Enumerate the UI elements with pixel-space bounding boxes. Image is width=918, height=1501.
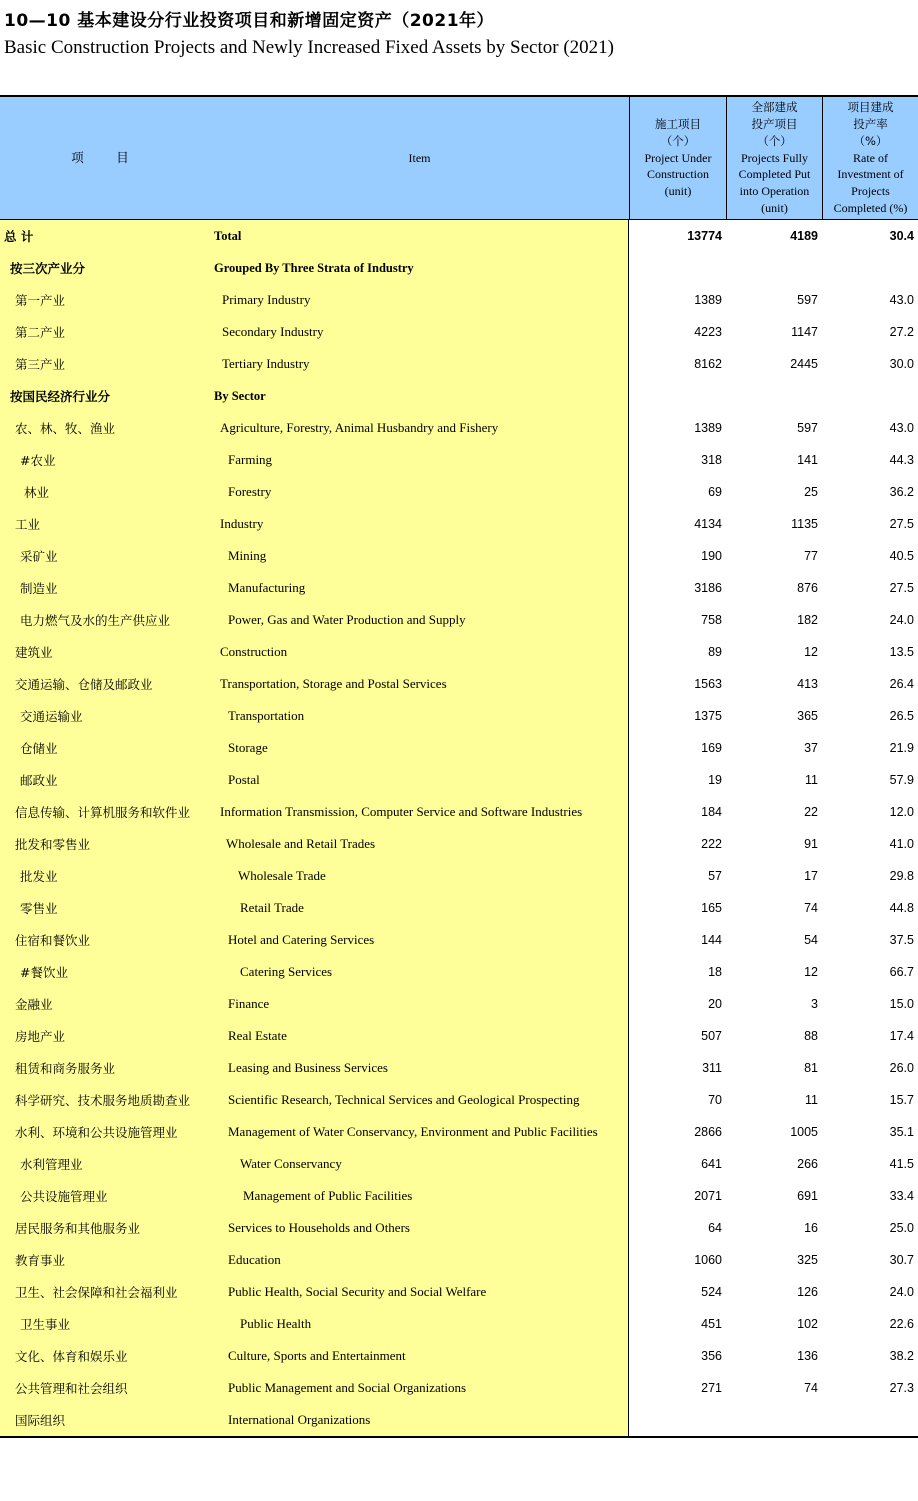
table-row [0,508,918,540]
cell-under-construction: 524 [701,1285,722,1299]
table-row [0,572,918,604]
row-label-en: Retail Trade [210,892,629,924]
row-label-zh: 零售业 [0,892,210,924]
row-label-en: Public Health [210,1308,629,1340]
cell-completion-rate [822,380,918,412]
cell-completion-rate [822,252,918,284]
cell-under-construction: 1375 [694,709,722,723]
cell-fully-completed: 16 [804,1221,818,1235]
cell-under-construction [629,1404,726,1436]
table-row [0,1052,918,1084]
row-label-en: Public Management and Social Organizations [210,1372,629,1404]
cell-completion-rate: 37.5 [889,933,914,947]
cell-fully-completed: 88 [804,1029,818,1043]
cell-under-construction: 641 [701,1157,722,1171]
table-row [0,316,918,348]
row-label-zh: 水利、环境和公共设施管理业 [0,1116,210,1148]
table-row [0,284,918,316]
table-title-en: Basic Construction Projects and Newly Increased Fixed Assets by Sector (2021) [4,37,614,58]
cell-fully-completed: 182 [797,613,818,627]
row-label-zh: 居民服务和其他服务业 [0,1212,210,1244]
table-row [0,476,918,508]
row-label-zh: 工业 [0,508,210,540]
cell-completion-rate: 27.5 [889,517,914,531]
header-completion-rate [822,97,918,219]
row-label-zh: 金融业 [0,988,210,1020]
header-label: （个） [660,133,696,148]
cell-under-construction: 356 [701,1349,722,1363]
cell-fully-completed: 126 [797,1285,818,1299]
row-label-en: Catering Services [210,956,629,988]
row-label-zh: 公共管理和社会组织 [0,1372,210,1404]
table-row [0,764,918,796]
cell-fully-completed: 81 [804,1061,818,1075]
cell-fully-completed: 365 [797,709,818,723]
table-row [0,1084,918,1116]
row-label-zh: 文化、体育和娱乐业 [0,1340,210,1372]
row-label-zh: 卫生事业 [0,1308,210,1340]
cell-completion-rate: 27.5 [889,581,914,595]
cell-fully-completed: 102 [797,1317,818,1331]
table-row [0,1276,918,1308]
row-label-zh: 公共设施管理业 [0,1180,210,1212]
cell-fully-completed: 136 [797,1349,818,1363]
cell-fully-completed: 1135 [791,517,818,531]
header-label: 项目建成 [847,100,894,115]
table-body [0,220,918,1438]
cell-under-construction: 2866 [694,1125,722,1139]
header-label: 全部建成 [751,100,798,115]
row-label-en: Water Conservancy [210,1148,629,1180]
cell-completion-rate: 12.0 [889,805,914,819]
cell-completion-rate: 35.1 [889,1125,914,1139]
header-label: 施工项目 [654,117,701,131]
cell-completion-rate: 30.4 [889,229,914,243]
cell-under-construction: 311 [702,1061,722,1075]
row-label-zh: 第二产业 [0,316,210,348]
cell-completion-rate: 43.0 [889,293,914,307]
header-label: Investment of [837,167,904,182]
row-label-zh: 第三产业 [0,348,210,380]
cell-fully-completed: 597 [797,421,818,435]
cell-under-construction: 4134 [694,517,722,531]
cell-under-construction: 451 [701,1317,722,1331]
row-label-zh: 按国民经济行业分 [0,380,210,412]
row-label-en: Real Estate [210,1020,629,1052]
table-row [0,412,918,444]
row-label-en: Storage [210,732,629,764]
cell-under-construction: 507 [701,1029,722,1043]
cell-under-construction [629,380,726,412]
cell-fully-completed: 12 [804,965,818,979]
row-label-en: Primary Industry [210,284,629,316]
cell-fully-completed: 691 [797,1189,818,1203]
cell-completion-rate: 15.7 [889,1093,914,1107]
cell-under-construction: 4223 [694,325,722,339]
row-label-zh: 交通运输、仓储及邮政业 [0,668,210,700]
cell-completion-rate [822,1404,918,1436]
row-label-en: Transportation [210,700,629,732]
cell-under-construction: 184 [701,805,722,819]
table-row [0,860,918,892]
cell-completion-rate: 17.4 [889,1029,914,1043]
cell-under-construction: 165 [701,901,722,915]
data-table [0,95,918,1438]
header-label: into Operation [739,184,810,199]
table-row [0,700,918,732]
table-row [0,1372,918,1404]
header-item-zh: 项 目 [71,149,139,165]
cell-completion-rate: 15.0 [889,997,914,1011]
cell-fully-completed: 12 [804,645,818,659]
table-row [0,796,918,828]
cell-fully-completed: 11 [805,1093,818,1107]
header-item-en: Item [408,150,431,165]
row-label-en: Education [210,1244,629,1276]
cell-completion-rate: 30.0 [889,357,914,371]
row-label-zh: 水利管理业 [0,1148,210,1180]
cell-under-construction: 222 [701,837,722,851]
cell-fully-completed: 4189 [790,229,818,243]
cell-completion-rate: 43.0 [889,421,914,435]
row-label-zh: 科学研究、技术服务地质勘查业 [0,1084,210,1116]
cell-completion-rate: 66.7 [889,965,914,979]
row-label-en: Scientific Research, Technical Services and Geological Prospecting [210,1084,629,1116]
cell-fully-completed: 37 [804,741,818,755]
row-label-zh: 总 计 [0,220,210,252]
table-row [0,892,918,924]
cell-under-construction: 70 [708,1093,722,1107]
row-label-zh: 制造业 [0,572,210,604]
table-row [0,252,918,284]
cell-fully-completed: 74 [804,1381,818,1395]
table-row [0,828,918,860]
cell-completion-rate: 41.0 [889,837,914,851]
cell-completion-rate: 40.5 [889,549,914,563]
row-label-en: International Organizations [210,1404,629,1436]
header-label: Construction [646,167,709,182]
cell-completion-rate: 29.8 [889,869,914,883]
table-row [0,1404,918,1436]
header-under-construction [629,97,726,219]
table-row [0,668,918,700]
cell-under-construction: 144 [701,933,722,947]
table-row [0,1308,918,1340]
row-label-zh: 林业 [0,476,210,508]
cell-completion-rate: 26.4 [889,677,914,691]
cell-completion-rate: 27.2 [889,325,914,339]
row-label-zh: 采矿业 [0,540,210,572]
cell-under-construction: 89 [708,645,722,659]
cell-completion-rate: 41.5 [889,1157,914,1171]
row-label-zh: 建筑业 [0,636,210,668]
cell-fully-completed: 3 [811,997,818,1011]
row-label-zh: 批发和零售业 [0,828,210,860]
cell-completion-rate: 21.9 [889,741,914,755]
cell-completion-rate: 36.2 [889,485,914,499]
cell-completion-rate: 13.5 [889,645,914,659]
row-label-en: Mining [210,540,629,572]
table-row [0,1340,918,1372]
row-label-zh: 教育事业 [0,1244,210,1276]
row-label-zh: 租赁和商务服务业 [0,1052,210,1084]
row-label-zh: 房地产业 [0,1020,210,1052]
cell-under-construction: 2071 [694,1189,722,1203]
row-label-en: Industry [210,508,629,540]
row-label-en: Farming [210,444,629,476]
cell-completion-rate: 30.7 [889,1253,914,1267]
cell-fully-completed: 77 [804,549,818,563]
cell-under-construction: 758 [701,613,722,627]
cell-fully-completed [726,1404,822,1436]
cell-fully-completed: 876 [797,581,818,595]
row-label-zh: 第一产业 [0,284,210,316]
cell-fully-completed [726,252,822,284]
header-label: Projects [851,184,890,199]
cell-under-construction: 69 [708,485,722,499]
row-label-zh: 批发业 [0,860,210,892]
cell-fully-completed: 25 [804,485,818,499]
cell-fully-completed: 266 [797,1157,818,1171]
row-label-en: Agriculture, Forestry, Animal Husbandry and Fishery [210,412,629,444]
header-label: 投产率 [853,117,888,131]
cell-fully-completed: 141 [797,453,818,467]
cell-fully-completed: 325 [797,1253,818,1267]
cell-completion-rate: 33.4 [889,1189,914,1203]
cell-fully-completed: 1005 [790,1125,818,1139]
row-label-zh: 交通运输业 [0,700,210,732]
row-label-en: Leasing and Business Services [210,1052,629,1084]
row-label-en: Information Transmission, Computer Service and Software Industries [210,796,629,828]
cell-completion-rate: 25.0 [889,1221,914,1235]
cell-completion-rate: 57.9 [889,773,914,787]
cell-completion-rate: 26.5 [889,709,914,723]
header-label: （个） [757,133,792,148]
cell-under-construction: 271 [701,1381,722,1395]
cell-fully-completed: 17 [804,869,818,883]
cell-completion-rate: 44.8 [889,901,914,915]
table-row [0,1020,918,1052]
cell-under-construction: 1389 [694,421,722,435]
row-label-en: Manufacturing [210,572,629,604]
cell-under-construction: 318 [701,453,722,467]
row-label-zh: #餐饮业 [0,956,210,988]
header-label: Project Under [644,150,712,165]
header-label: 投产项目 [751,117,798,131]
cell-under-construction: 1563 [694,677,722,691]
cell-under-construction: 20 [708,997,722,1011]
row-label-en: Total [210,220,629,252]
cell-completion-rate: 44.3 [889,453,914,467]
cell-under-construction: 13774 [687,229,722,243]
row-label-en: Wholesale and Retail Trades [210,828,629,860]
table-row [0,348,918,380]
row-label-en: Hotel and Catering Services [210,924,629,956]
header-label: Completed (%) [833,200,908,215]
cell-fully-completed: 1147 [791,325,818,339]
row-label-zh: 农、林、牧、渔业 [0,412,210,444]
table-row [0,444,918,476]
row-label-zh: 国际组织 [0,1404,210,1436]
cell-under-construction: 1389 [694,293,722,307]
cell-under-construction: 1060 [694,1253,722,1267]
header-label: Completed Put [738,167,811,182]
cell-completion-rate: 26.0 [889,1061,914,1075]
row-label-zh: 信息传输、计算机服务和软件业 [0,796,210,828]
row-label-zh: 卫生、社会保障和社会福利业 [0,1276,210,1308]
row-label-zh: 电力燃气及水的生产供应业 [0,604,210,636]
cell-fully-completed: 91 [804,837,818,851]
cell-completion-rate: 24.0 [889,613,914,627]
cell-fully-completed: 74 [804,901,818,915]
cell-under-construction: 19 [708,773,722,787]
table-row [0,924,918,956]
row-label-zh: 住宿和餐饮业 [0,924,210,956]
row-label-en: Management of Water Conservancy, Environment and Public Facilities [210,1116,629,1148]
row-label-en: Tertiary Industry [210,348,629,380]
row-label-en: Construction [210,636,629,668]
row-label-en: Culture, Sports and Entertainment [210,1340,629,1372]
table-row [0,1116,918,1148]
table-row [0,380,918,412]
table-row [0,956,918,988]
cell-completion-rate: 27.3 [889,1381,914,1395]
header-label: (unit) [664,184,692,199]
table-row [0,1180,918,1212]
cell-fully-completed: 597 [797,293,818,307]
cell-under-construction [629,252,726,284]
table-row [0,732,918,764]
cell-under-construction: 190 [701,549,722,563]
row-label-en: Forestry [210,476,629,508]
cell-fully-completed: 22 [804,805,818,819]
row-label-en: Grouped By Three Strata of Industry [210,252,629,284]
row-label-en: Postal [210,764,629,796]
cell-fully-completed: 2445 [790,357,818,371]
table-row [0,604,918,636]
cell-completion-rate: 22.6 [889,1317,914,1331]
row-label-en: Management of Public Facilities [210,1180,629,1212]
row-label-en: By Sector [210,380,629,412]
header-label: Projects Fully [740,150,808,165]
cell-fully-completed: 54 [804,933,818,947]
row-label-en: Transportation, Storage and Postal Services [210,668,629,700]
cell-fully-completed: 11 [805,773,818,787]
cell-under-construction: 3186 [694,581,722,595]
table-row [0,1148,918,1180]
table-title-zh: 10—10 基本建设分行业投资项目和新增固定资产（2021年） [4,11,495,31]
cell-under-construction: 169 [701,741,722,755]
row-label-en: Power, Gas and Water Production and Supply [210,604,629,636]
cell-completion-rate: 38.2 [889,1349,914,1363]
row-label-zh: #农业 [0,444,210,476]
table-row [0,988,918,1020]
row-label-zh: 仓储业 [0,732,210,764]
cell-under-construction: 64 [708,1221,722,1235]
row-label-zh: 邮政业 [0,764,210,796]
header-fully-completed [726,97,822,219]
table-row [0,540,918,572]
table-row [0,220,918,252]
table-header [0,95,918,220]
table-row [0,1212,918,1244]
cell-under-construction: 8162 [694,357,722,371]
row-label-en: Public Health, Social Security and Social Welfare [210,1276,629,1308]
table-row [0,636,918,668]
row-label-en: Services to Households and Others [210,1212,629,1244]
row-label-en: Wholesale Trade [210,860,629,892]
cell-fully-completed: 413 [797,677,818,691]
cell-under-construction: 57 [708,869,722,883]
header-label: (unit) [761,200,788,215]
cell-completion-rate: 24.0 [889,1285,914,1299]
header-label: Rate of [853,150,888,165]
table-row [0,1244,918,1276]
row-label-zh: 按三次产业分 [0,252,210,284]
cell-under-construction: 18 [708,965,722,979]
row-label-en: Finance [210,988,629,1020]
cell-fully-completed [726,380,822,412]
row-label-en: Secondary Industry [210,316,629,348]
header-label: （%） [853,133,888,148]
